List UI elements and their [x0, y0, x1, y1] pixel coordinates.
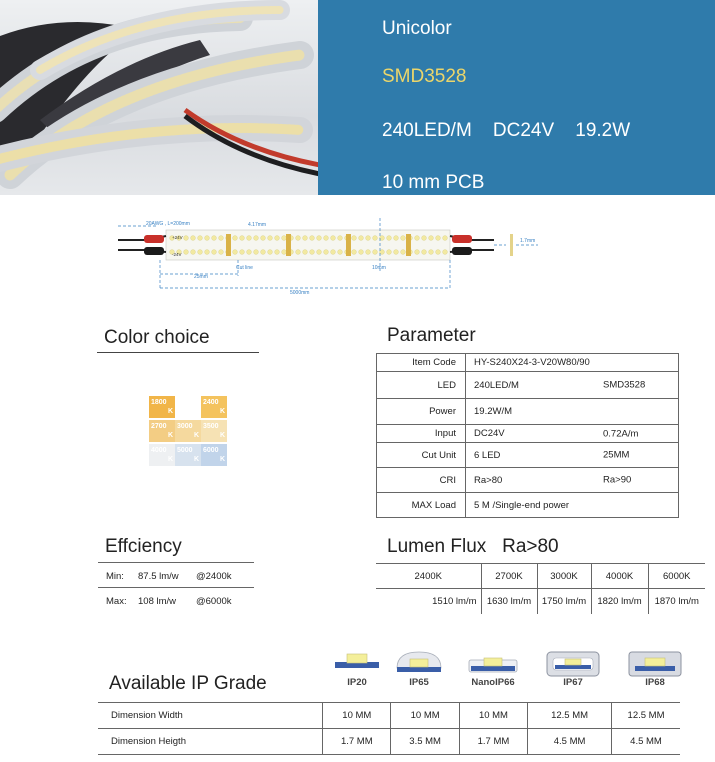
dimension-value: 12.5 MM — [528, 703, 612, 729]
table-row — [376, 589, 705, 614]
param-value: HY-S240X24-3-V20W80/90 — [466, 354, 679, 372]
negative-label: -24V — [172, 252, 182, 257]
efficiency-heading: Effciency — [105, 536, 182, 557]
wiring-diagram — [118, 212, 548, 298]
flux-temp: 4000K — [591, 564, 648, 589]
flux-value: 1630 lm/m — [481, 589, 537, 614]
efficiency-rule — [98, 562, 254, 563]
parameter-heading: Parameter — [387, 325, 476, 346]
led-model: SMD3528 — [382, 66, 467, 87]
param-key: Item Code — [377, 354, 466, 372]
dimension-value: 1.7 MM — [459, 729, 527, 755]
ip-grade-label: IP20 — [347, 677, 367, 688]
param-key: Power — [377, 399, 466, 425]
dimension-value: 3.5 MM — [391, 729, 459, 755]
color-chip: 2400 K — [201, 396, 227, 418]
lumen-flux-table — [376, 563, 705, 614]
color-choice-rule — [97, 352, 259, 353]
dimension-value: 10 MM — [391, 703, 459, 729]
dimension-value: 12.5 MM — [612, 703, 680, 729]
param-value: 6 LED 25MM — [466, 443, 679, 468]
param-key: Input — [377, 425, 466, 443]
param-value: 240LED/M SMD3528 — [466, 372, 679, 399]
ip65-profile-icon — [391, 650, 447, 680]
ip-grade-label: IP65 — [409, 677, 429, 688]
flux-temp: 2400K — [376, 564, 481, 589]
spec-summary: 240LED/M DC24V 19.2W — [382, 120, 631, 141]
color-chip: 2700 K — [149, 420, 175, 442]
dimension-value: 4.5 MM — [528, 729, 612, 755]
ip-grade-heading: Available IP Grade — [109, 673, 267, 694]
flux-value: 1510 lm/m — [432, 595, 477, 607]
param-key: LED — [377, 372, 466, 399]
parameter-table — [376, 353, 679, 518]
table-row — [377, 399, 679, 425]
param-value: DC24V 0.72A/m — [466, 425, 679, 443]
led-pitch-label: 4.17mm — [248, 222, 267, 228]
dimension-value: 10 MM — [459, 703, 527, 729]
cut-line-label: Cut line — [236, 265, 253, 271]
segment-length-label: 25mm — [194, 274, 208, 280]
total-length-label: 5000mm — [290, 290, 310, 296]
table-row — [98, 729, 680, 755]
color-choice-heading: Color choice — [104, 327, 210, 348]
ip-grade-label: IP67 — [563, 677, 583, 688]
lumen-flux-heading: Lumen Flux Ra>80 — [387, 536, 559, 557]
ip-grade-label: IP68 — [645, 677, 665, 688]
color-chip: 1800 K — [149, 396, 175, 418]
table-row — [377, 372, 679, 399]
color-chip: 3500 K — [201, 420, 227, 442]
param-key: Cut Unit — [377, 443, 466, 468]
strip-width-label: 10mm — [372, 265, 386, 271]
flux-temp: 6000K — [648, 564, 705, 589]
dimension-label: Dimension Width — [98, 703, 323, 729]
ip-dimension-table — [98, 702, 680, 755]
table-row — [98, 703, 680, 729]
ip-grade-label: NanoIP66 — [471, 677, 515, 688]
param-value: 5 M /Single-end power — [466, 493, 679, 518]
product-banner — [318, 0, 715, 195]
flux-value: 1870 lm/m — [648, 589, 705, 614]
table-row — [377, 468, 679, 493]
wire-spec-label: 20AWG , L=200mm — [146, 221, 190, 227]
dimension-value: 10 MM — [323, 703, 391, 729]
ip68-profile-icon — [627, 650, 683, 680]
thickness-label: 1.7mm — [520, 238, 536, 244]
color-chip: 6000 K — [201, 444, 227, 466]
product-type: Unicolor — [382, 18, 452, 39]
ip67-profile-icon — [545, 650, 601, 680]
color-chip: 4000 K — [149, 444, 175, 466]
flux-value: 1820 lm/m — [591, 589, 648, 614]
nanoip66-profile-icon — [465, 650, 521, 680]
color-chip: 5000 K — [175, 444, 201, 466]
flux-temp: 2700K — [481, 564, 537, 589]
positive-label: +24V — [172, 235, 183, 240]
flux-value: 1750 lm/m — [537, 589, 591, 614]
ip20-profile-icon — [329, 650, 385, 680]
efficiency-rule — [98, 587, 254, 588]
dimension-value: 1.7 MM — [323, 729, 391, 755]
param-value: Ra>80 Ra>90 — [466, 468, 679, 493]
param-value: 19.2W/M — [466, 399, 679, 425]
table-row — [376, 564, 705, 589]
table-row — [377, 425, 679, 443]
param-key: CRI — [377, 468, 466, 493]
param-key: MAX Load — [377, 493, 466, 518]
dimension-value: 4.5 MM — [612, 729, 680, 755]
table-row — [377, 493, 679, 518]
led-strip-photo — [0, 0, 318, 195]
led-strip-reel-illustration — [0, 0, 318, 195]
flux-temp: 3000K — [537, 564, 591, 589]
pcb-width: 10 mm PCB — [382, 172, 485, 193]
table-row — [377, 443, 679, 468]
color-chip: 3000 K — [175, 420, 201, 442]
table-row — [377, 354, 679, 372]
dimension-label: Dimension Heigth — [98, 729, 323, 755]
